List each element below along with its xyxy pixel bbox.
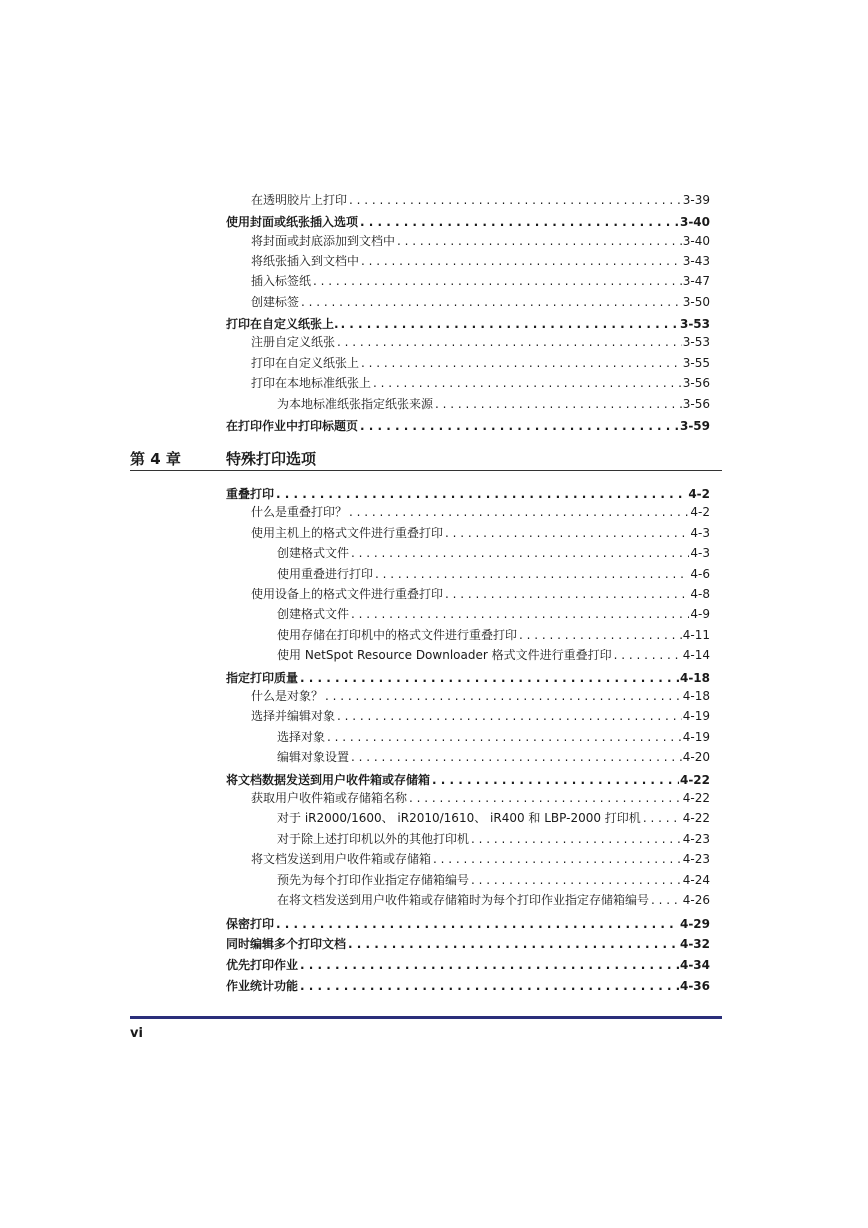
toc-leader-dots <box>298 670 679 686</box>
toc-entry[interactable] <box>226 670 710 686</box>
toc-entry-page: 3-50 <box>682 295 710 309</box>
toc-leader-dots <box>349 749 682 765</box>
toc-entry[interactable] <box>226 772 710 788</box>
toc-entry-page: 3-53 <box>682 335 710 349</box>
toc-leader-dots <box>359 355 682 371</box>
toc-entry[interactable] <box>251 525 710 541</box>
toc-entry-title: 为本地标准纸张指定纸张来源 <box>277 397 434 411</box>
toc-entry-title: 预先为每个打印作业指定存储箱编号 <box>277 873 470 887</box>
toc-leader-dots <box>347 192 682 208</box>
toc-entry-page: 4-3 <box>690 526 710 540</box>
chapter-title: 特殊打印选项 <box>226 450 317 468</box>
toc-entry-page: 4-34 <box>679 958 710 972</box>
toc-leader-dots <box>443 586 689 602</box>
toc-entry-title: 使用存储在打印机中的格式文件进行重叠打印 <box>277 628 518 642</box>
toc-leader-dots <box>641 810 682 826</box>
toc-entry[interactable] <box>277 749 710 765</box>
toc-entry[interactable] <box>251 504 710 520</box>
toc-entry-page: 3-56 <box>682 376 710 390</box>
toc-entry-title: 保密打印 <box>226 917 275 931</box>
toc-entry[interactable] <box>277 872 710 888</box>
toc-entry-page: 4-14 <box>682 648 710 662</box>
toc-entry[interactable] <box>277 729 710 745</box>
toc-entry[interactable] <box>226 486 710 502</box>
toc-entry-page: 3-56 <box>682 397 710 411</box>
toc-entry[interactable] <box>251 294 710 310</box>
toc-entry-page: 3-55 <box>682 356 710 370</box>
toc-entry-page: 4-22 <box>682 811 710 825</box>
toc-leader-dots <box>612 647 682 663</box>
toc-entry-page: 4-22 <box>682 791 710 805</box>
toc-entry-title: 重叠打印 <box>226 487 275 501</box>
toc-entry-title: 创建格式文件 <box>277 607 350 621</box>
toc-entry-title: 使用设备上的格式文件进行重叠打印 <box>251 587 444 601</box>
toc-entry-title: 将文档数据发送到用户收件箱或存储箱 <box>226 773 431 787</box>
toc-entry[interactable] <box>226 214 710 230</box>
toc-leader-dots <box>395 233 682 249</box>
toc-entry-page: 3-59 <box>679 419 710 433</box>
footer-divider <box>130 1016 722 1019</box>
toc-leader-dots <box>430 772 679 788</box>
toc-entry[interactable] <box>226 418 710 434</box>
toc-entry-page: 4-2 <box>690 505 710 519</box>
toc-leader-dots <box>347 504 689 520</box>
toc-leader-dots <box>299 294 682 310</box>
toc-entry-page: 4-18 <box>679 671 710 685</box>
toc-leader-dots <box>349 606 689 622</box>
toc-leader-dots <box>346 936 679 952</box>
toc-entry-page: 4-8 <box>690 587 710 601</box>
toc-entry-title: 编辑对象设置 <box>277 750 350 764</box>
toc-entry-title: 打印在自定义纸张上. <box>226 317 339 331</box>
toc-entry-title: 在将文档发送到用户收件箱或存储箱时为每个打印作业指定存储箱编号 <box>277 893 650 907</box>
toc-entry-page: 4-32 <box>679 937 710 951</box>
toc-leader-dots <box>373 566 689 582</box>
toc-entry-page: 4-2 <box>688 487 710 501</box>
toc-entry-title: 打印在自定义纸张上 <box>251 356 360 370</box>
toc-leader-dots <box>371 375 682 391</box>
toc-entry-title: 作业统计功能 <box>226 979 299 993</box>
toc-entry-title: 将封面或封底添加到文档中 <box>251 234 396 248</box>
toc-entry-title: 对于 iR2000/1600、 iR2010/1610、 iR400 和 LBP-2000 打印机 <box>277 811 641 825</box>
toc-entry-title: 指定打印质量 <box>226 671 299 685</box>
toc-entry-page: 3-39 <box>682 193 710 207</box>
toc-entry-page: 3-47 <box>682 274 710 288</box>
toc-leader-dots <box>335 708 682 724</box>
toc-leader-dots <box>358 418 679 434</box>
toc-leader-dots <box>335 334 682 350</box>
toc-entry-title: 选择并编辑对象 <box>251 709 336 723</box>
toc-entry-page: 4-9 <box>690 607 710 621</box>
toc-entry-title: 什么是对象？ <box>251 689 324 703</box>
toc-entry-page: 4-3 <box>690 546 710 560</box>
toc-entry[interactable] <box>277 606 710 622</box>
toc-entry[interactable] <box>251 688 710 704</box>
toc-leader-dots <box>325 729 682 745</box>
toc-entry-page: 4-23 <box>682 832 710 846</box>
toc-entry-title: 优先打印作业 <box>226 958 299 972</box>
toc-entry-page: 4-23 <box>682 852 710 866</box>
toc-entry-title: 打印在本地标准纸张上 <box>251 376 372 390</box>
toc-entry[interactable] <box>251 586 710 602</box>
toc-entry[interactable] <box>251 233 710 249</box>
toc-entry-page: 4-20 <box>682 750 710 764</box>
toc-entry[interactable] <box>277 810 710 826</box>
toc-entry-title: 什么是重叠打印？ <box>251 505 348 519</box>
toc-entry-page: 3-40 <box>682 234 710 248</box>
toc-entry[interactable] <box>251 851 710 867</box>
toc-leader-dots <box>349 545 689 561</box>
toc-leader-dots <box>359 253 682 269</box>
toc-entry-page: 4-36 <box>679 979 710 993</box>
toc-entry[interactable] <box>251 253 710 269</box>
toc-leader-dots <box>431 851 682 867</box>
toc-leader-dots <box>469 831 682 847</box>
toc-entry-page: 4-22 <box>679 773 710 787</box>
toc-entry-title: 创建标签 <box>251 295 300 309</box>
toc-entry[interactable] <box>251 192 710 208</box>
toc-entry[interactable] <box>251 355 710 371</box>
toc-entry-page: 3-53 <box>679 317 710 331</box>
toc-entry[interactable] <box>277 545 710 561</box>
chapter-number: 第 4 章 <box>130 450 181 468</box>
toc-entry-title: 插入标签纸 <box>251 274 312 288</box>
toc-entry-page: 4-26 <box>682 893 710 907</box>
toc-entry[interactable] <box>277 831 710 847</box>
toc-entry[interactable] <box>251 708 710 724</box>
toc-leader-dots <box>358 214 679 230</box>
toc-leader-dots <box>323 688 682 704</box>
toc-entry[interactable] <box>251 273 710 289</box>
toc-leader-dots <box>649 892 682 908</box>
toc-entry-title: 选择对象 <box>277 730 326 744</box>
toc-entry-title: 在打印作业中打印标题页 <box>226 419 359 433</box>
toc-entry-title: 使用封面或纸张插入选项 <box>226 215 359 229</box>
toc-entry[interactable] <box>277 396 710 412</box>
toc-leader-dots <box>517 627 682 643</box>
toc-entry[interactable] <box>251 375 710 391</box>
toc-leader-dots <box>433 396 682 412</box>
toc-entry-page: 4-11 <box>682 628 710 642</box>
toc-entry[interactable] <box>226 916 710 932</box>
toc-entry[interactable] <box>226 316 710 332</box>
toc-leader-dots <box>469 872 682 888</box>
toc-entry-page: 4-6 <box>690 567 710 581</box>
toc-leader-dots <box>443 525 689 541</box>
toc-leader-dots <box>339 316 679 332</box>
toc-entry-title: 使用主机上的格式文件进行重叠打印 <box>251 526 444 540</box>
toc-leader-dots <box>298 978 679 994</box>
toc-entry[interactable] <box>277 892 710 908</box>
toc-leader-dots <box>298 957 679 973</box>
toc-entry-page: 4-29 <box>679 917 710 931</box>
toc-entry[interactable] <box>251 334 710 350</box>
toc-entry-title: 获取用户收件箱或存储箱名称 <box>251 791 408 805</box>
toc-entry[interactable] <box>277 627 710 643</box>
toc-entry-page: 4-18 <box>682 689 710 703</box>
toc-entry-title: 使用 NetSpot Resource Downloader 格式文件进行重叠打印 <box>277 648 612 662</box>
toc-entry-title: 将文档发送到用户收件箱或存储箱 <box>251 852 432 866</box>
chapter-divider <box>130 470 722 471</box>
toc-leader-dots <box>274 486 687 502</box>
toc-entry-title: 创建格式文件 <box>277 546 350 560</box>
toc-entry-title: 使用重叠进行打印 <box>277 567 374 581</box>
toc-entry-page: 4-24 <box>682 873 710 887</box>
toc-entry-page: 4-19 <box>682 730 710 744</box>
toc-entry[interactable] <box>277 647 710 663</box>
toc-entry[interactable] <box>277 566 710 582</box>
page-number: vi <box>130 1026 143 1041</box>
toc-leader-dots <box>274 916 679 932</box>
toc-leader-dots <box>407 790 682 806</box>
toc-entry-page: 4-19 <box>682 709 710 723</box>
toc-entry[interactable] <box>226 936 710 952</box>
toc-entry-title: 在透明胶片上打印 <box>251 193 348 207</box>
toc-leader-dots <box>311 273 682 289</box>
toc-entry-title: 对于除上述打印机以外的其他打印机 <box>277 832 470 846</box>
toc-entry-title: 同时编辑多个打印文档 <box>226 937 347 951</box>
toc-entry[interactable] <box>251 790 710 806</box>
toc-entry[interactable] <box>226 978 710 994</box>
toc-entry-page: 3-40 <box>679 215 710 229</box>
toc-entry-title: 将纸张插入到文档中 <box>251 254 360 268</box>
toc-entry[interactable] <box>226 957 710 973</box>
toc-entry-title: 注册自定义纸张 <box>251 335 336 349</box>
toc-entry-page: 3-43 <box>682 254 710 268</box>
